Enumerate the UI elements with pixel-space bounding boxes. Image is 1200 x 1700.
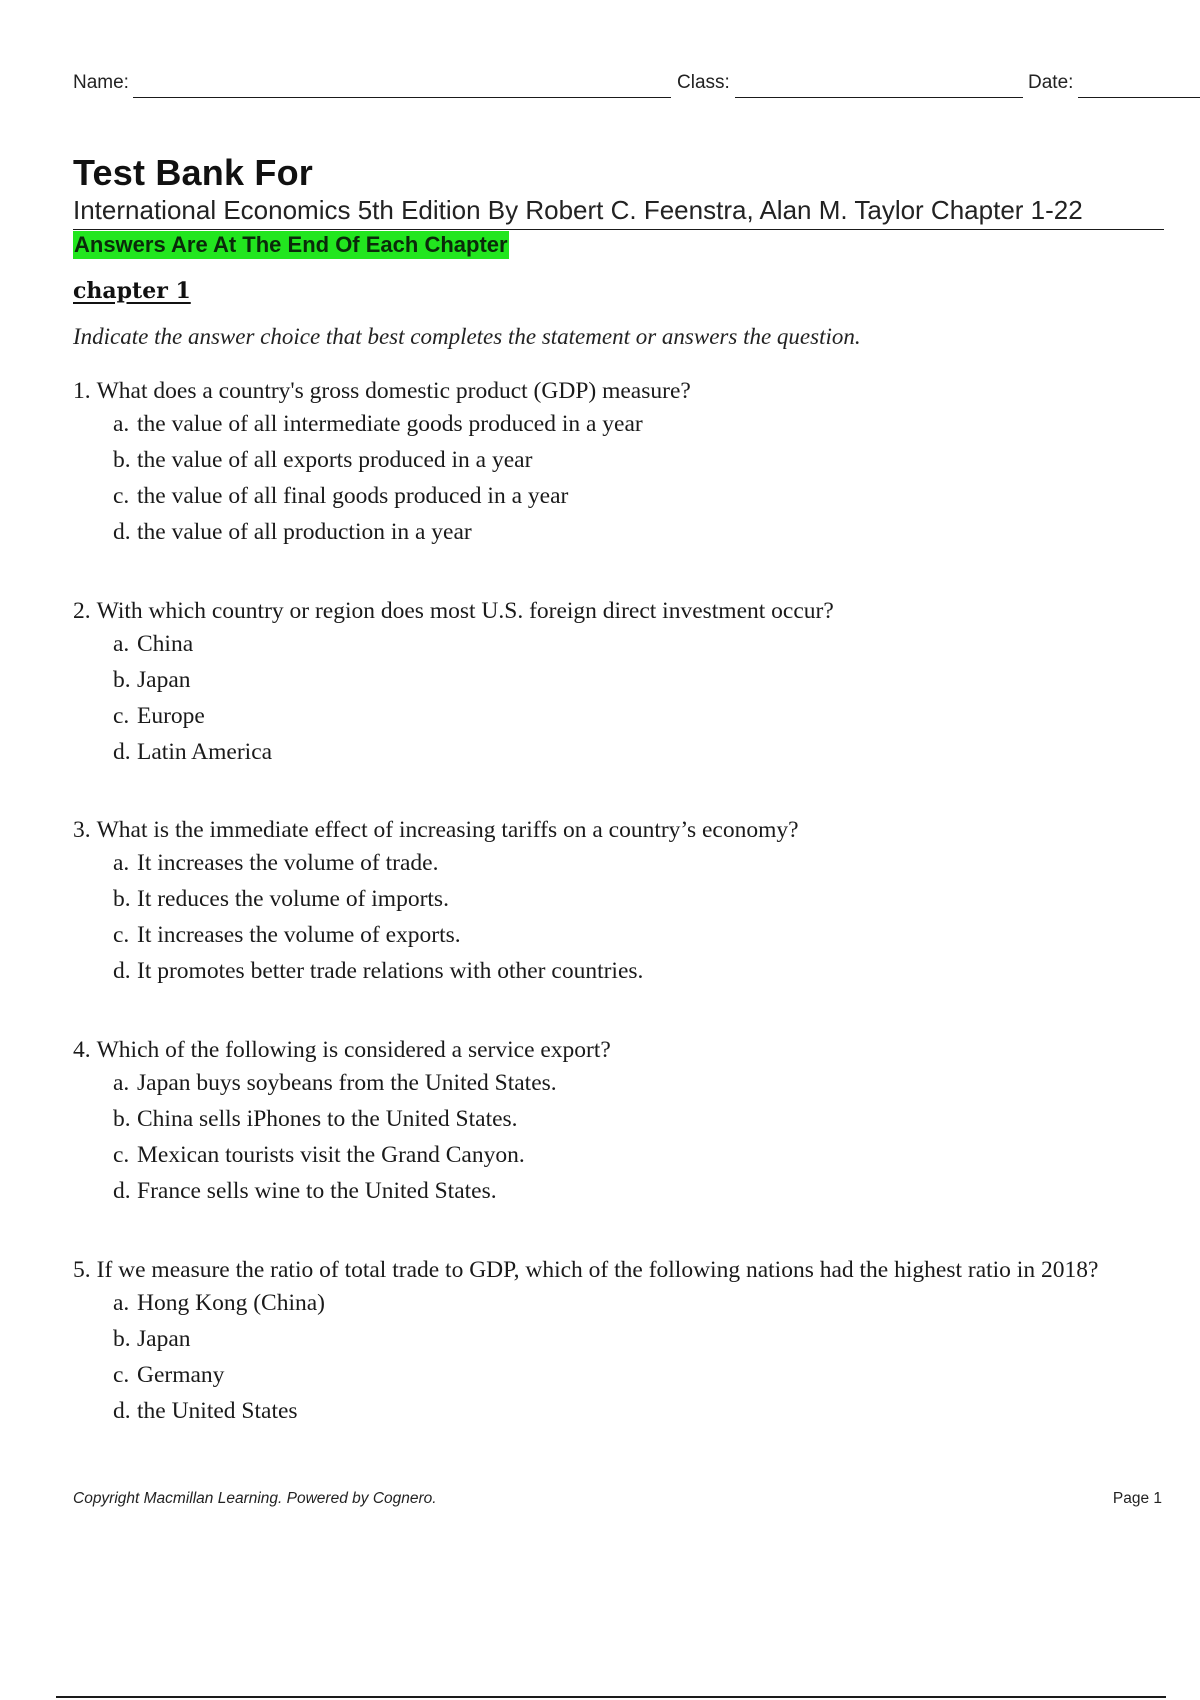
question-3 [73, 815, 1163, 989]
question-number: 1. [73, 378, 91, 404]
choice-text: the value of all intermediate goods produced in a year [137, 411, 643, 437]
question-number: 4. [73, 1037, 91, 1063]
choice-text: It promotes better trade relations with other countries. [137, 958, 644, 984]
choice-letter: b. [113, 667, 131, 693]
choice-text: the value of all production in a year [137, 519, 472, 545]
choice-letter: a. [113, 631, 130, 657]
choice-text: Japan [137, 667, 191, 693]
choice-a[interactable] [73, 626, 1163, 662]
choice-letter: c. [113, 483, 130, 509]
date-label: Date: [1028, 72, 1074, 93]
page-number: Page 1 [1112, 1490, 1162, 1507]
choice-letter: c. [113, 703, 130, 729]
subtitle-divider [73, 229, 1164, 230]
choice-text: China [137, 631, 194, 657]
choice-text: Japan [137, 1326, 191, 1352]
choice-letter: a. [113, 1290, 130, 1316]
choice-text: Mexican tourists visit the Grand Canyon. [137, 1142, 525, 1168]
copyright-footer: Copyright Macmillan Learning. Powered by Cognero. [73, 1490, 437, 1507]
document-title: Test Bank For [73, 152, 313, 193]
question-stem [73, 1255, 1163, 1285]
choice-b[interactable] [73, 1101, 1163, 1137]
choice-text: France sells wine to the United States. [137, 1178, 497, 1204]
choice-letter: d. [113, 1178, 131, 1204]
question-number: 5. [73, 1257, 91, 1283]
choice-a[interactable] [73, 406, 1163, 442]
choice-text: It reduces the volume of imports. [137, 886, 449, 912]
choice-letter: c. [113, 1142, 130, 1168]
choice-d[interactable] [73, 1393, 1163, 1429]
choice-b[interactable] [73, 1321, 1163, 1357]
name-label: Name: [73, 72, 129, 93]
choice-b[interactable] [73, 881, 1163, 917]
question-stem [73, 1035, 1163, 1065]
choice-letter: d. [113, 1398, 131, 1424]
choice-text: Europe [137, 703, 205, 729]
question-text: Which of the following is considered a service export? [96, 1037, 611, 1063]
choice-c[interactable] [73, 1357, 1163, 1393]
choice-text: Germany [137, 1362, 225, 1388]
question-number: 2. [73, 598, 91, 624]
choice-letter: a. [113, 1070, 130, 1096]
choice-d[interactable] [73, 734, 1163, 770]
choice-letter: d. [113, 739, 131, 765]
choice-b[interactable] [73, 442, 1163, 478]
choice-letter: d. [113, 958, 131, 984]
choice-c[interactable] [73, 698, 1163, 734]
choice-b[interactable] [73, 662, 1163, 698]
question-1 [73, 376, 1163, 550]
choice-text: It increases the volume of trade. [137, 850, 439, 876]
question-stem [73, 815, 1163, 845]
question-text: What does a country's gross domestic product (GDP) measure? [96, 378, 691, 404]
answers-note-highlight: Answers Are At The End Of Each Chapter [74, 232, 508, 257]
student-info-fields [73, 72, 1162, 102]
choice-a[interactable] [73, 845, 1163, 881]
question-text: With which country or region does most U.S. foreign direct investment occur? [96, 598, 834, 624]
choice-letter: d. [113, 519, 131, 545]
question-stem [73, 376, 1163, 406]
choice-c[interactable] [73, 1137, 1163, 1173]
class-label: Class: [677, 72, 730, 93]
choice-letter: c. [113, 922, 130, 948]
choice-text: Japan buys soybeans from the United States. [137, 1070, 557, 1096]
choice-text: Hong Kong (China) [137, 1290, 325, 1316]
page-bottom-divider [56, 1696, 1166, 1698]
question-number: 3. [73, 817, 91, 843]
choice-letter: b. [113, 886, 131, 912]
question-4 [73, 1035, 1163, 1209]
choice-d[interactable] [73, 953, 1163, 989]
choice-letter: b. [113, 1106, 131, 1132]
choice-a[interactable] [73, 1285, 1163, 1321]
question-text: If we measure the ratio of total trade to GDP, which of the following nations had the highest ratio in 2018? [96, 1257, 1099, 1283]
choice-letter: a. [113, 850, 130, 876]
choice-c[interactable] [73, 478, 1163, 514]
choice-letter: c. [113, 1362, 130, 1388]
chapter-heading: chapter 1 [73, 278, 191, 304]
date-line[interactable] [1078, 97, 1200, 98]
choice-a[interactable] [73, 1065, 1163, 1101]
choice-text: China sells iPhones to the United States. [137, 1106, 518, 1132]
question-text: What is the immediate effect of increasing tariffs on a country’s economy? [96, 817, 799, 843]
class-line[interactable] [735, 97, 1023, 98]
question-2 [73, 596, 1163, 770]
choice-c[interactable] [73, 917, 1163, 953]
question-5 [73, 1255, 1163, 1429]
choice-text: the United States [137, 1398, 298, 1424]
choice-text: It increases the volume of exports. [137, 922, 461, 948]
choice-text: Latin America [137, 739, 273, 765]
choice-letter: a. [113, 411, 130, 437]
document-subtitle: International Economics 5th Edition By Robert C. Feenstra, Alan M. Taylor Chapter 1-22 [73, 195, 1083, 225]
choice-letter: b. [113, 1326, 131, 1352]
choice-d[interactable] [73, 514, 1163, 550]
choice-letter: b. [113, 447, 131, 473]
question-stem [73, 596, 1163, 626]
choice-text: the value of all exports produced in a year [137, 447, 533, 473]
instruction-text: Indicate the answer choice that best completes the statement or answers the question. [73, 324, 861, 349]
name-line[interactable] [133, 97, 671, 98]
choice-text: the value of all final goods produced in a year [137, 483, 569, 509]
choice-d[interactable] [73, 1173, 1163, 1209]
